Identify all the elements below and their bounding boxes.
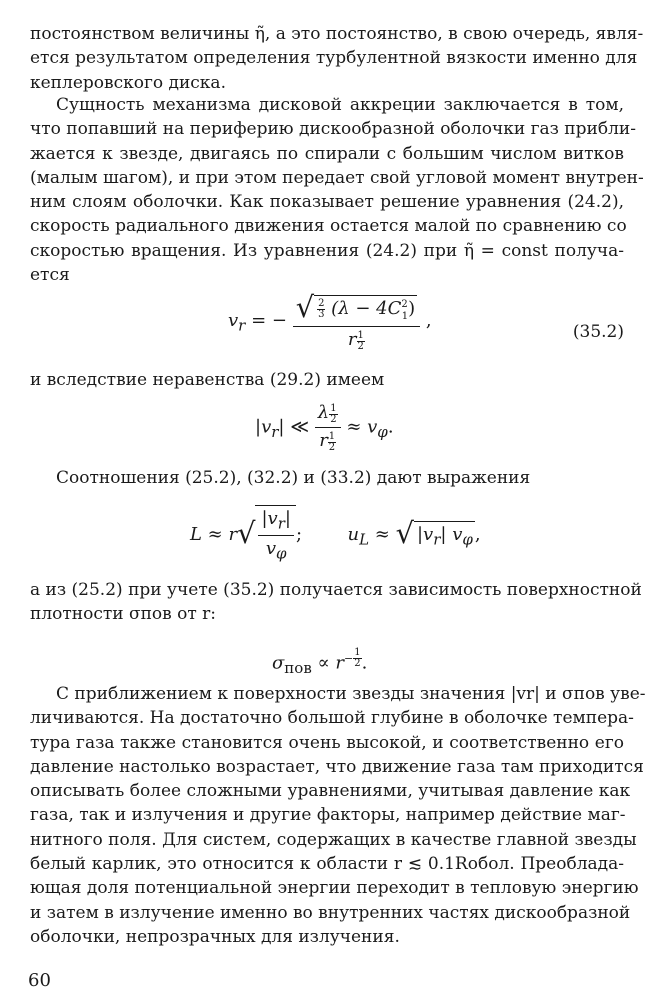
eq-symbol: r xyxy=(347,329,357,350)
text-relations xyxy=(30,466,624,490)
text-line: описывать более сложными уравнениями, учитывая давление как xyxy=(30,781,631,802)
eq-fraction: λ $\frac{1}{2}$ r $\frac{1}{2}$ xyxy=(315,402,341,453)
eq-symbol: v xyxy=(228,310,239,331)
text-line: Сущность механизма дисковой аккреции заключается в том, xyxy=(56,95,624,115)
text-line: ющая доля потенциальной энергии переходит в тепловую энергию xyxy=(30,878,639,899)
eq-subscript: пов xyxy=(284,659,312,678)
text-line: белый карлик, это относится к области r ≲ 0.1Rобол. Преоблада- xyxy=(30,854,624,875)
text-line: тура газа также становится очень высокой, и соответственно его xyxy=(30,732,624,753)
text-line: давление настолько возрастает, что движение газа там приходится xyxy=(30,756,644,777)
eq-expression: ≈ v xyxy=(346,416,378,438)
text-line: ним слоям оболочки. Как показывает решение уравнения (24.2), xyxy=(30,192,624,213)
eq-subscript: L xyxy=(359,530,370,549)
equation-number: (35.2) xyxy=(572,322,624,342)
eq-relation: ≪ xyxy=(290,416,310,438)
text-line: а из (25.2) при учете (35.2) получается зависимость поверхностной xyxy=(30,580,642,600)
equation-sigma: $\sigma_{пов} \propto r^{- \frac{1}{2}}$ . xyxy=(272,647,368,678)
eq-subscript: r xyxy=(271,423,279,442)
eq-relation: ≈ xyxy=(374,524,390,546)
text-line: личиваются. На достаточно большой глубине в оболочке темпера- xyxy=(30,708,634,729)
paragraph-1 xyxy=(30,22,644,95)
eq-digit: 1 xyxy=(357,330,364,341)
text-line: кеплеровского диска. xyxy=(30,72,226,93)
text-line: скорость радиального движения остается малой по сравнению со xyxy=(30,216,627,237)
paragraph-3 xyxy=(30,578,642,627)
paragraph-4 xyxy=(30,682,646,949)
text-line: оболочки, непрозрачных для излучения. xyxy=(30,926,400,947)
eq-fraction: √ $\frac{2}{3}$ $(\lambda - 4C^2_1)$ r $\frac{1}{2}$ xyxy=(293,290,420,352)
text-line: С приближением к поверхности звезды значения |vr| и σпов уве- xyxy=(56,684,646,704)
eq-expression: ∝ r xyxy=(317,652,345,674)
eq-symbol: u xyxy=(347,524,360,546)
eq-subscript: φ xyxy=(377,423,388,442)
eq-digit: 2 xyxy=(318,297,325,309)
equation-L-uL: L ≈ r√ $\frac{|v_r|}{v_\varphi}$ ; $u_L$ ≈ √ $|v_r|$ $v_\varphi$ , xyxy=(190,505,481,562)
text-line: жается к звезде, двигаясь по спирали с большим числом витков xyxy=(30,143,624,164)
equation-35-2: $v_r$ = − √ $\frac{2}{3}$ $(\lambda - 4C^2_1)$ r $\frac{1}{2}$ , xyxy=(228,290,432,352)
eq-digit: 2 xyxy=(357,341,364,352)
eq-symbol: σ xyxy=(272,652,285,674)
text-line: ется результатом определения турбулентной вязкости именно для xyxy=(30,48,638,69)
text-line-after-eq1 xyxy=(30,368,624,392)
text-line: скоростью вращения. Из уравнения (24.2) при η̃ = const получа- xyxy=(30,240,624,261)
paragraph-2 xyxy=(30,93,644,287)
eq-subscript: r xyxy=(238,316,246,335)
eq-digit: 3 xyxy=(318,308,325,320)
text-line: ется xyxy=(30,265,70,286)
eq-expression: L ≈ r xyxy=(190,524,238,546)
text-line: что попавший на периферию дискообразной оболочки газ прибли- xyxy=(30,119,636,140)
text-line: постоянством величины η̃, а это постоянство, в свою очередь, явля- xyxy=(30,24,644,44)
eq-expression: (λ − 4C xyxy=(331,298,402,320)
text-line: и вследствие неравенства (29.2) имеем xyxy=(30,370,385,390)
text-line: газа, так и излучения и другие факторы, например действие маг- xyxy=(30,805,626,826)
eq-subscript: 1 xyxy=(401,310,409,322)
text-line: нитного поля. Для систем, содержащих в качестве главной звезды xyxy=(30,829,637,850)
text-line: (малым шагом), и при этом передает свой угловой момент внутрен- xyxy=(30,167,644,188)
text-line: плотности σпов от r: xyxy=(30,604,217,625)
equation-inequality: $|v_r|$ ≪ λ $\frac{1}{2}$ r $\frac{1}{2}$ ≈ $v_\varphi$. xyxy=(255,402,394,453)
eq-superscript: 2 xyxy=(401,299,408,311)
text-line: и затем в излучение именно во внутренних частях дискообразной xyxy=(30,902,631,923)
text-line: Соотношения (25.2), (32.2) и (33.2) дают выражения xyxy=(56,468,531,488)
eq-symbol: λ xyxy=(317,402,330,423)
page-number: 60 xyxy=(28,970,51,991)
eq-symbol: |v xyxy=(255,416,272,438)
